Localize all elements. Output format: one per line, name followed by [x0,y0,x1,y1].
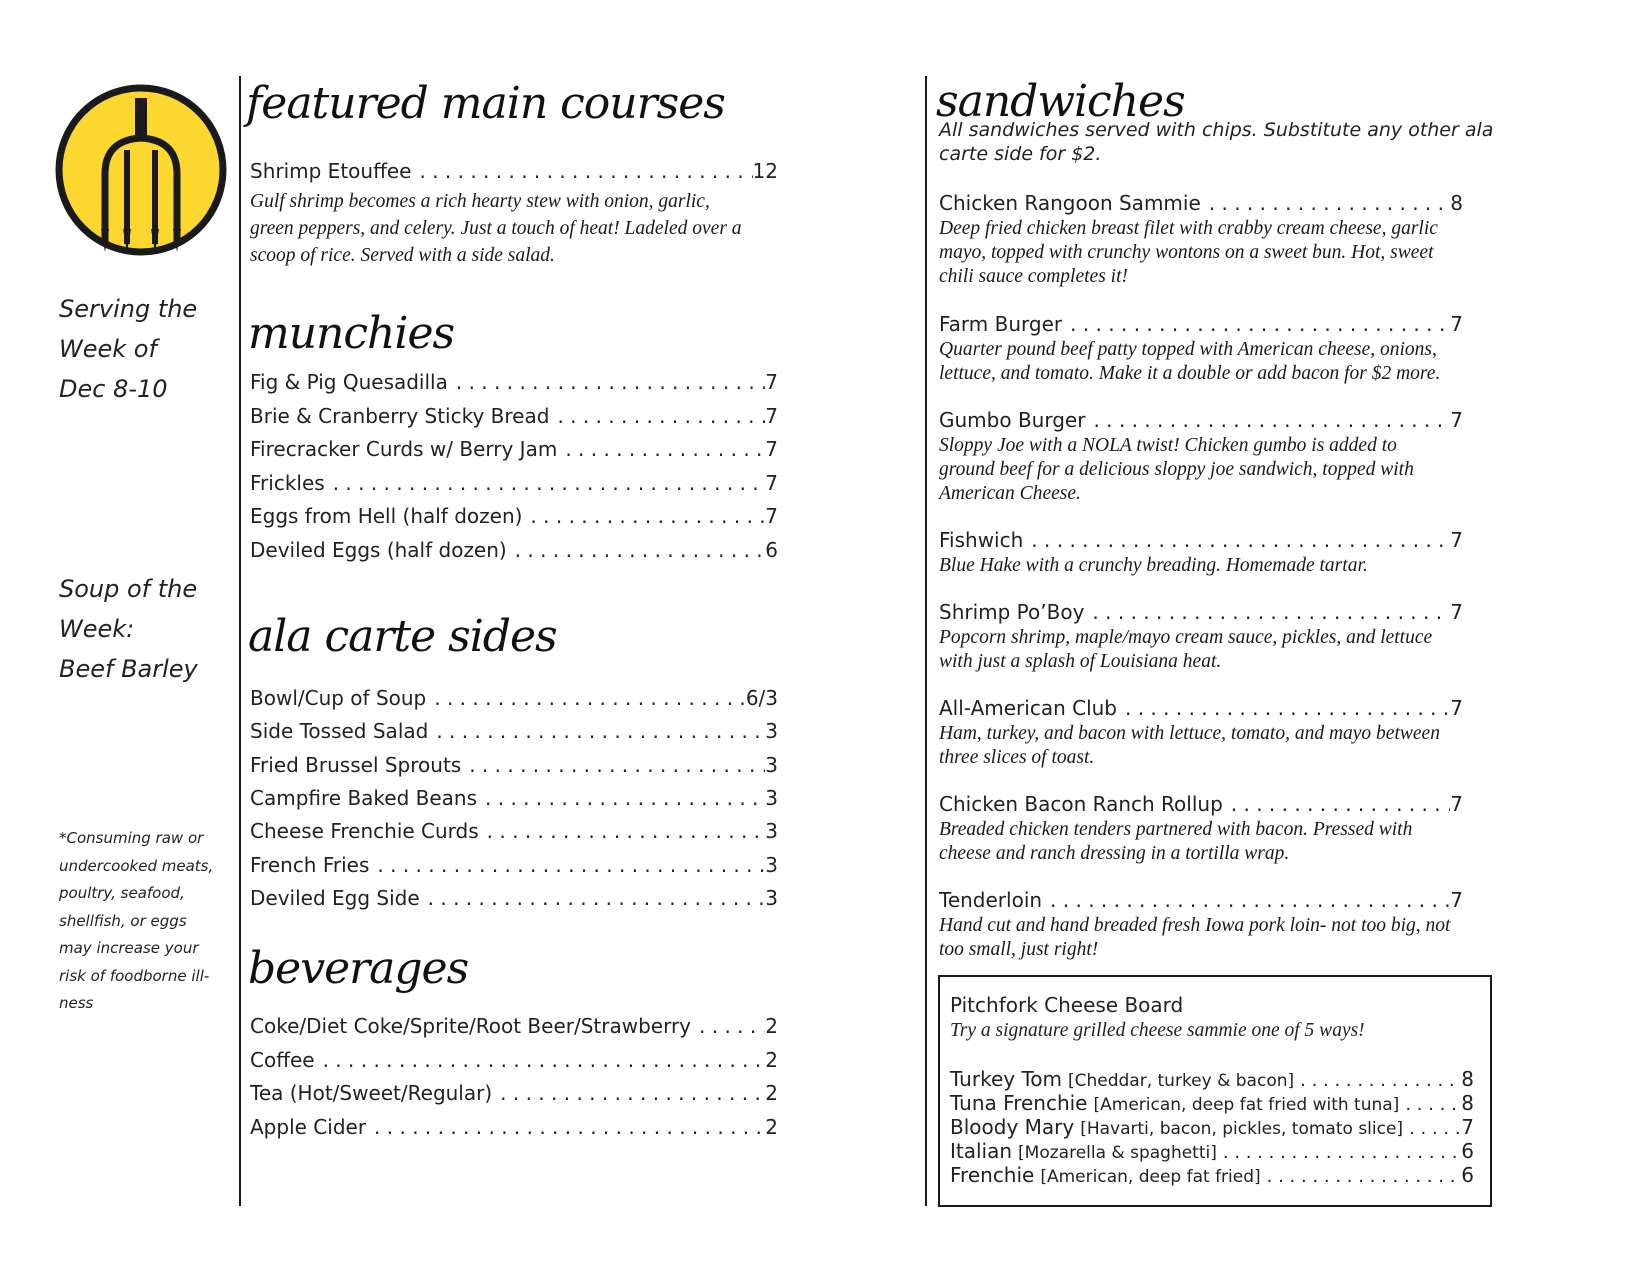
menu-item [250,504,778,532]
desc-line: Popcorn shrimp, maple/mayo cream sauce, pickles, and lettuce [939,627,1433,648]
desc-line: Hand cut and hand breaded fresh Iowa pork loin- not too big, not [939,915,1451,936]
soup-line: Week: [59,615,135,643]
item-name: Bowl/Cup of Soup [250,686,427,710]
leader-dots [1267,1166,1462,1187]
leader-dots [1050,888,1450,912]
munchies-heading: munchies [248,308,455,359]
item-price: 7 [1461,1115,1474,1139]
leader-dots [1405,1094,1461,1115]
item-name: Fishwich [939,528,1024,552]
left-divider [239,76,241,1206]
item-name: Brie & Cranberry Sticky Bread [250,403,550,428]
item-name: Coffee [250,1047,315,1072]
intro-line: All sandwiches served with chips. Substitute any other ala [939,119,1494,141]
item-price: 7 [765,470,778,495]
item-name: Fried Brussel Sprouts [250,752,462,777]
item-price: 7 [765,370,778,394]
consumer-warning [59,825,229,1018]
warning-line: ness [59,994,94,1012]
item-name: Coke/Diet Coke/Sprite/Root Beer/Strawberry [250,1014,692,1038]
leader-dots [699,1014,765,1038]
center-divider [925,76,927,1206]
leader-dots [1409,1118,1461,1139]
desc-line: green peppers, and celery. Just a touch of heat! Ladeled over a [250,218,742,239]
cheese-board-subtitle: Try a signature grilled cheese sammie one of 5 ways! [950,1020,1365,1041]
menu-item [250,753,778,781]
leader-dots [1300,1070,1461,1091]
leader-dots [487,819,766,843]
menu-item [250,786,778,814]
item-price: 2 [765,1047,778,1072]
item-name: Shrimp Po’Boy [939,600,1085,624]
menu-item [939,888,1463,916]
item-detail: [Mozarella & spaghetti] [1018,1143,1217,1163]
item-price: 7 [1450,600,1463,624]
sandwiches-intro [939,118,1509,166]
item-name: Shrimp Etouffee [250,159,412,183]
menu-item [939,696,1463,724]
sandwich-description [939,217,1519,289]
cheese-board [938,975,1492,1207]
sides-heading: ala carte sides [248,611,557,662]
item-price: 8 [1450,191,1463,215]
sandwich-description [939,626,1519,674]
pitchfork-logo [55,84,227,256]
item-price: 3 [765,719,778,744]
cheese-board-item [950,1115,1474,1139]
leader-dots [436,719,765,743]
desc-line: with just a splash of Louisiana heat. [939,651,1222,672]
menu-item [939,600,1463,628]
item-price: 3 [765,885,778,910]
cheese-board-title: Pitchfork Cheese Board [950,993,1184,1017]
desc-line: American Cheese. [939,483,1081,504]
item-name: Chicken Bacon Ranch Rollup [939,792,1223,816]
menu-item [250,1014,778,1042]
item-name: Cheese Frenchie Curds [250,819,479,844]
serving-line: Dec 8-10 [59,375,168,403]
item-price: 2 [765,1014,778,1038]
desc-line: Breaded chicken tenders partnered with bacon. Pressed with [939,819,1413,840]
desc-line: cheese and ranch dressing in a tortilla wrap. [939,843,1290,864]
item-price: 7 [765,437,778,461]
menu-item [250,853,778,881]
soup-line: Soup of the [59,575,198,603]
item-price: 7 [1450,312,1463,336]
item-price: 6 [1461,1139,1474,1163]
menu-item [939,312,1463,340]
item-price: 6/3 [745,686,778,710]
desc-line: mayo, topped with crunchy wontons on a sweet bun. Hot, sweet [939,242,1434,263]
leader-dots [428,886,766,910]
menu-item [250,1115,778,1143]
leader-dots [1031,528,1450,552]
desc-line: chili sauce completes it! [939,266,1128,287]
menu-item [250,719,778,747]
item-name: Frickles [250,470,325,495]
warning-line: undercooked meats, [59,856,214,875]
sandwich-description [939,338,1519,386]
warning-line: poultry, seafood, [59,884,185,902]
leader-dots [456,370,765,394]
desc-line: Deep fried chicken breast filet with crabby cream cheese, garlic [939,218,1438,239]
sandwich-description [939,722,1519,770]
item-price: 6 [1461,1163,1474,1187]
leader-dots [1092,600,1450,624]
item-detail: [Havarti, bacon, pickles, tomato slice] [1080,1119,1404,1139]
cheese-board-item [950,1163,1474,1187]
featured-item [250,159,778,187]
menu-item [250,819,778,847]
item-price: 7 [1450,408,1463,432]
leader-dots [565,437,765,461]
cheese-board-item [950,1091,1474,1115]
item-detail: [American, deep fat fried] [1040,1167,1261,1187]
leader-dots [1093,408,1450,432]
menu-item [250,686,778,714]
item-price: 3 [765,852,778,877]
item-price: 2 [765,1081,778,1105]
soup-of-week [59,569,198,689]
menu-item [250,437,778,465]
item-price: 7 [1450,888,1463,912]
item-price: 7 [765,403,778,428]
desc-line: Gulf shrimp becomes a rich hearty stew with onion, garlic, [250,191,710,212]
warning-line: may increase your [59,939,199,957]
item-name: Campfire Baked Beans [250,785,478,810]
item-name: Chicken Rangoon Sammie [939,191,1201,215]
sandwich-description [939,818,1519,866]
item-detail: [American, deep fat fried with tuna] [1093,1095,1400,1115]
desc-line: Sloppy Joe with a NOLA twist! Chicken gumbo is added to [939,435,1397,456]
leader-dots [434,686,746,710]
menu-item [250,1081,778,1109]
desc-line: Quarter pound beef patty topped with American cheese, onions, [939,339,1437,360]
leader-dots [530,504,765,528]
leader-dots [333,471,766,495]
item-price: 3 [765,785,778,810]
item-name: Firecracker Curds w/ Berry Jam [250,437,558,461]
item-name: Farm Burger [939,312,1063,336]
leader-dots [485,786,765,810]
item-name: Frenchie [950,1163,1035,1187]
item-name: Gumbo Burger [939,408,1086,432]
item-price: 12 [752,159,778,183]
menu-item [250,886,778,914]
menu-item [939,191,1463,219]
desc-line: three slices of toast. [939,747,1095,768]
sandwich-description [939,914,1519,962]
leader-dots [1070,312,1450,336]
featured-description [250,188,810,269]
leader-dots [419,159,752,183]
serving-line: Serving the [59,295,198,323]
menu-item [939,792,1463,820]
item-name: Eggs from Hell (half dozen) [250,504,523,528]
warning-line: risk of foodborne ill- [59,966,210,985]
item-name: Deviled Egg Side [250,885,420,910]
item-price: 8 [1461,1091,1474,1115]
item-name: Bloody Mary [950,1115,1075,1139]
item-name: Fig & Pig Quesadilla [250,370,448,394]
item-name: French Fries [250,852,370,877]
menu-item [250,471,778,499]
leader-dots [1231,792,1450,816]
leader-dots [1125,696,1450,720]
item-name: All-American Club [939,696,1117,720]
sandwich-description [939,434,1519,506]
menu-item [250,1048,778,1076]
soup-line: Beef Barley [59,655,198,683]
featured-heading: featured main courses [246,78,725,129]
item-detail: [Cheddar, turkey & bacon] [1067,1071,1295,1091]
item-price: 3 [765,819,778,844]
leader-dots [515,538,766,562]
item-price: 2 [765,1114,778,1139]
menu-item [250,370,778,398]
leader-dots [557,404,765,428]
menu-item [939,408,1463,436]
pitchfork-icon [55,84,227,256]
cheese-board-item [950,1067,1474,1091]
desc-line: lettuce, and tomato. Make it a double or add bacon for $2 more. [939,363,1441,384]
sandwich-description [939,554,1519,578]
sandwiches-heading: sandwiches [936,76,1185,127]
item-price: 7 [765,504,778,528]
item-name: Tea (Hot/Sweet/Regular) [250,1081,493,1105]
item-name: Side Tossed Salad [250,719,429,744]
leader-dots [1209,191,1450,215]
leader-dots [323,1048,766,1072]
desc-line: ground beef for a delicious sloppy joe sandwich, topped with [939,459,1414,480]
warning-line: *Consuming raw or [59,829,204,847]
cheese-board-item [950,1139,1474,1163]
item-name: Tenderloin [939,888,1043,912]
desc-line: Ham, turkey, and bacon with lettuce, tomato, and mayo between [939,723,1440,744]
item-name: Deviled Eggs (half dozen) [250,537,507,562]
item-name: Turkey Tom [950,1067,1062,1091]
serving-week [59,289,197,409]
leader-dots [500,1081,765,1105]
item-name: Italian [950,1139,1013,1163]
warning-line: shellfish, or eggs [59,911,187,930]
desc-line: too small, just right! [939,939,1099,960]
intro-line: carte side for $2. [939,143,1102,165]
item-price: 3 [765,752,778,777]
item-price: 6 [765,537,778,562]
beverages-heading: beverages [248,943,469,994]
menu-item [250,538,778,566]
leader-dots [1223,1142,1461,1163]
menu-item [250,404,778,432]
leader-dots [469,753,765,777]
leader-dots [374,1115,765,1139]
item-price: 8 [1461,1067,1474,1091]
desc-line: Blue Hake with a crunchy breading. Homemade tartar. [939,555,1368,576]
item-price: 7 [1450,696,1463,720]
leader-dots [377,853,765,877]
item-price: 7 [1450,528,1463,552]
item-name: Apple Cider [250,1114,367,1139]
desc-line: scoop of rice. Served with a side salad. [250,245,555,266]
item-price: 7 [1450,792,1463,816]
serving-line: Week of [59,335,157,363]
item-name: Tuna Frenchie [950,1091,1088,1115]
menu-item [939,528,1463,556]
